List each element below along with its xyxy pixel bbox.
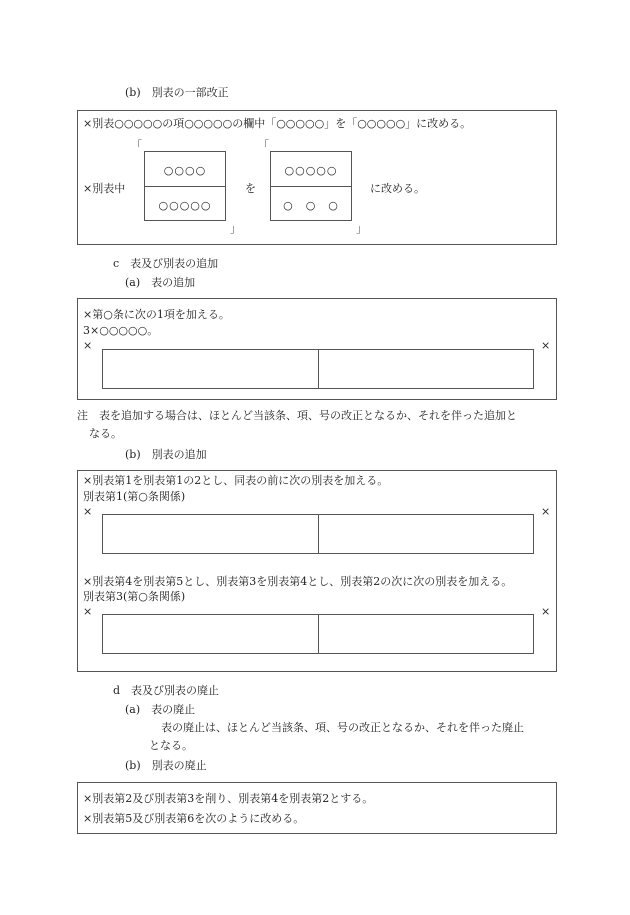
appendix-title-3: 別表第3(第○条関係) — [83, 590, 186, 603]
addition-instruction-line: ×第○条に次の1項を加える。 — [83, 308, 230, 321]
appendix-instruction-line-1: ×別表第1を別表第1の2とし、同表の前に次の別表を加える。 — [83, 474, 389, 487]
abolition-text-line-1: 表の廃止は、ほとんど当該条、項、号の改正となるか、それを伴った廃止 — [161, 721, 524, 734]
new-table-top-row: ○○○○○ — [284, 164, 338, 177]
right-label: に改める。 — [370, 182, 425, 195]
close-bracket-right: 」 — [356, 222, 367, 235]
abolition-instruction-line-1: ×別表第2及び別表第3を削り、別表第4を別表第2とする。 — [83, 792, 374, 805]
appendix-instruction-line-2: ×別表第4を別表第5とし、別表第3を別表第4とし、別表第2の次に次の別表を加える。 — [83, 575, 513, 588]
heading-c-a-table-addition: (a) 表の追加 — [125, 276, 196, 289]
added-table-column-divider — [318, 350, 319, 388]
appendix-table-3 — [102, 614, 534, 654]
left-label: ×別表中 — [83, 182, 126, 195]
heading-c-addition: c 表及び別表の追加 — [113, 257, 219, 270]
close-bracket-left: 」 — [230, 222, 241, 235]
wo-particle: を — [245, 182, 256, 195]
example-box-table-addition — [77, 298, 557, 400]
example-box-partial-revision — [77, 110, 557, 245]
open-bracket-left: 「 — [131, 139, 142, 152]
example-box-appendix-addition — [77, 470, 557, 672]
new-table-bottom-row: ○ ○ ○ — [283, 199, 339, 212]
heading-d-b-appendix-abolition: (b) 別表の廃止 — [125, 759, 207, 772]
appendix-table-1 — [102, 514, 534, 554]
addition-item-line: 3×○○○○○。 — [83, 324, 159, 337]
old-table-top-row: ○○○○ — [163, 164, 207, 177]
appendix-table-3-column-divider — [318, 615, 319, 653]
heading-d-a-table-abolition: (a) 表の廃止 — [125, 703, 196, 716]
table-mark-left: × — [83, 505, 93, 518]
table-mark-left: × — [83, 339, 93, 352]
example-box-appendix-abolition — [77, 782, 557, 834]
heading-b-partial-revision: (b) 別表の一部改正 — [125, 86, 229, 99]
note-line-2: なる。 — [89, 427, 122, 440]
table-mark-right: × — [541, 605, 551, 618]
table-mark-right: × — [541, 339, 551, 352]
old-table-mini — [144, 151, 226, 221]
new-table-divider — [271, 186, 351, 187]
appendix-title-1: 別表第1(第○条関係) — [83, 490, 186, 503]
revision-instruction-line: ×別表○○○○○の項○○○○○の欄中「○○○○○」を「○○○○○」に改める。 — [83, 117, 472, 130]
heading-d-abolition: d 表及び別表の廃止 — [113, 684, 220, 697]
abolition-instruction-line-2: ×別表第5及び別表第6を次のように改める。 — [83, 812, 305, 825]
old-table-bottom-row: ○○○○○ — [158, 199, 212, 212]
table-mark-left: × — [83, 605, 93, 618]
appendix-table-1-column-divider — [318, 515, 319, 553]
note-line-1: 注 表を追加する場合は、ほとんど当該条、項、号の改正となるか、それを伴った追加と — [77, 409, 517, 422]
heading-c-b-appendix-addition: (b) 別表の追加 — [125, 448, 207, 461]
old-table-divider — [145, 186, 225, 187]
abolition-text-line-2: となる。 — [149, 739, 193, 752]
new-table-mini — [270, 151, 352, 221]
table-mark-right: × — [541, 505, 551, 518]
added-table — [102, 349, 534, 389]
open-bracket-right: 「 — [258, 139, 269, 152]
